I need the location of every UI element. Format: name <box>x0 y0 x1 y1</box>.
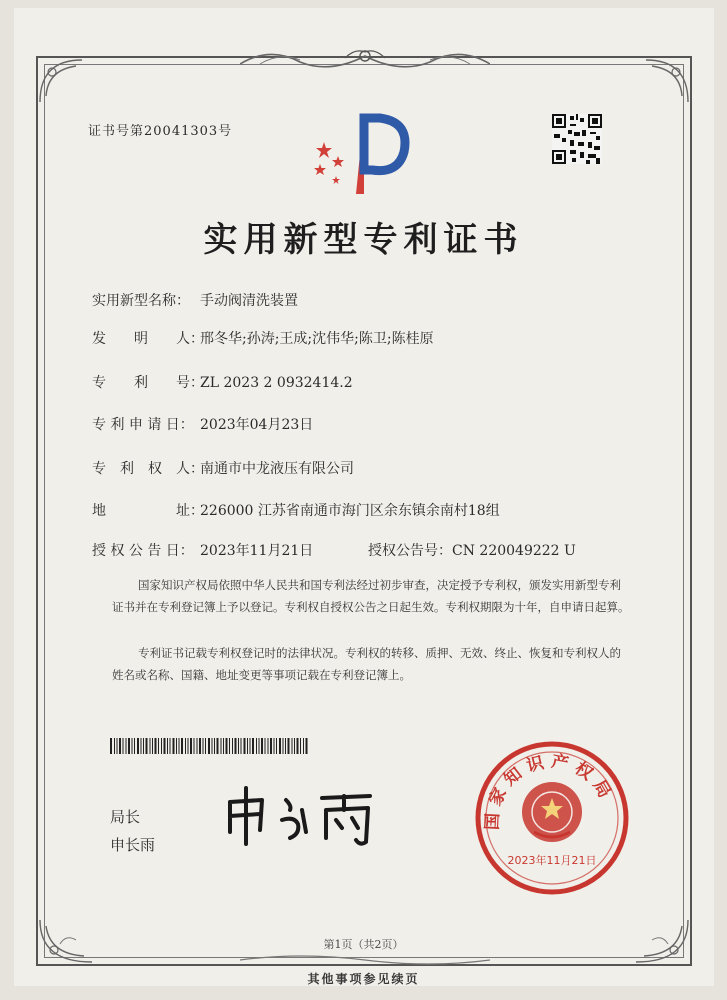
field-value: 南通市中龙液压有限公司 <box>200 461 354 477</box>
field-label: 专 利 申 请 日： <box>92 417 194 433</box>
bottom-note: 其他事项参见续页 <box>307 972 420 986</box>
official-seal-icon <box>472 738 632 898</box>
cnipa-logo-icon <box>300 108 420 200</box>
barcode-icon <box>110 738 310 754</box>
field-value: 2023年04月23日 <box>200 417 314 433</box>
field-label: 授 权 公 告 日： <box>92 543 194 559</box>
field-label: 授权公告号： <box>368 543 452 559</box>
field-utility-model-name <box>92 290 298 310</box>
certificate-number: 证书号第20041303号 <box>88 124 233 139</box>
field-grant-date <box>92 540 313 560</box>
field-value: 手动阀清洗装置 <box>200 293 298 309</box>
page-number: 第1页（共2页） <box>323 938 404 951</box>
field-address <box>92 500 500 520</box>
paragraph-grant-statement: 国家知识产权局依照中华人民共和国专利法经过初步审查，决定授予专利权，颁发实用新型专利证书并在专利登记簿上予以登记。专利权自授权公告之日起生效。专利权期限为十年，自申请日起算。 <box>112 578 630 614</box>
field-label: 实用新型名称： <box>92 293 190 309</box>
field-filing-date <box>92 414 313 434</box>
field-label: 专 利 权 人： <box>92 461 204 477</box>
field-inventors <box>92 328 434 348</box>
certificate-title: 实用新型专利证书 <box>203 220 524 260</box>
field-patent-number <box>92 372 353 392</box>
qr-code-icon <box>552 114 602 164</box>
field-label: 专 利 号： <box>92 375 204 391</box>
bottom-ornament-icon <box>240 952 490 968</box>
field-value: 2023年11月21日 <box>200 543 314 559</box>
field-patentee <box>92 458 354 478</box>
director-name: 申长雨 <box>110 836 156 854</box>
seal-ring-text: 国家知识产权局 <box>482 751 618 831</box>
field-grant-number <box>368 540 576 560</box>
field-label: 地 址： <box>92 503 204 519</box>
seal-date: 2023年11月21日 <box>507 854 597 867</box>
field-label: 发 明 人： <box>92 331 204 347</box>
director-signature-icon <box>220 780 390 850</box>
corner-ornament-icon <box>642 56 692 106</box>
director-title: 局长 <box>110 808 141 826</box>
field-value: CN 220049222 U <box>452 543 576 559</box>
top-ornament-icon <box>240 44 490 74</box>
corner-ornament-icon <box>36 56 86 106</box>
field-value: ZL 2023 2 0932414.2 <box>200 375 353 391</box>
field-value: 226000 江苏省南通市海门区余东镇余南村18组 <box>200 503 500 519</box>
paragraph-legal-status: 专利证书记载专利权登记时的法律状况。专利权的转移、质押、无效、终止、恢复和专利权人的姓名或名称、国籍、地址变更等事项记载在专利登记簿上。 <box>112 646 621 682</box>
field-value: 邢冬华;孙涛;王成;沈伟华;陈卫;陈桂原 <box>200 331 434 347</box>
